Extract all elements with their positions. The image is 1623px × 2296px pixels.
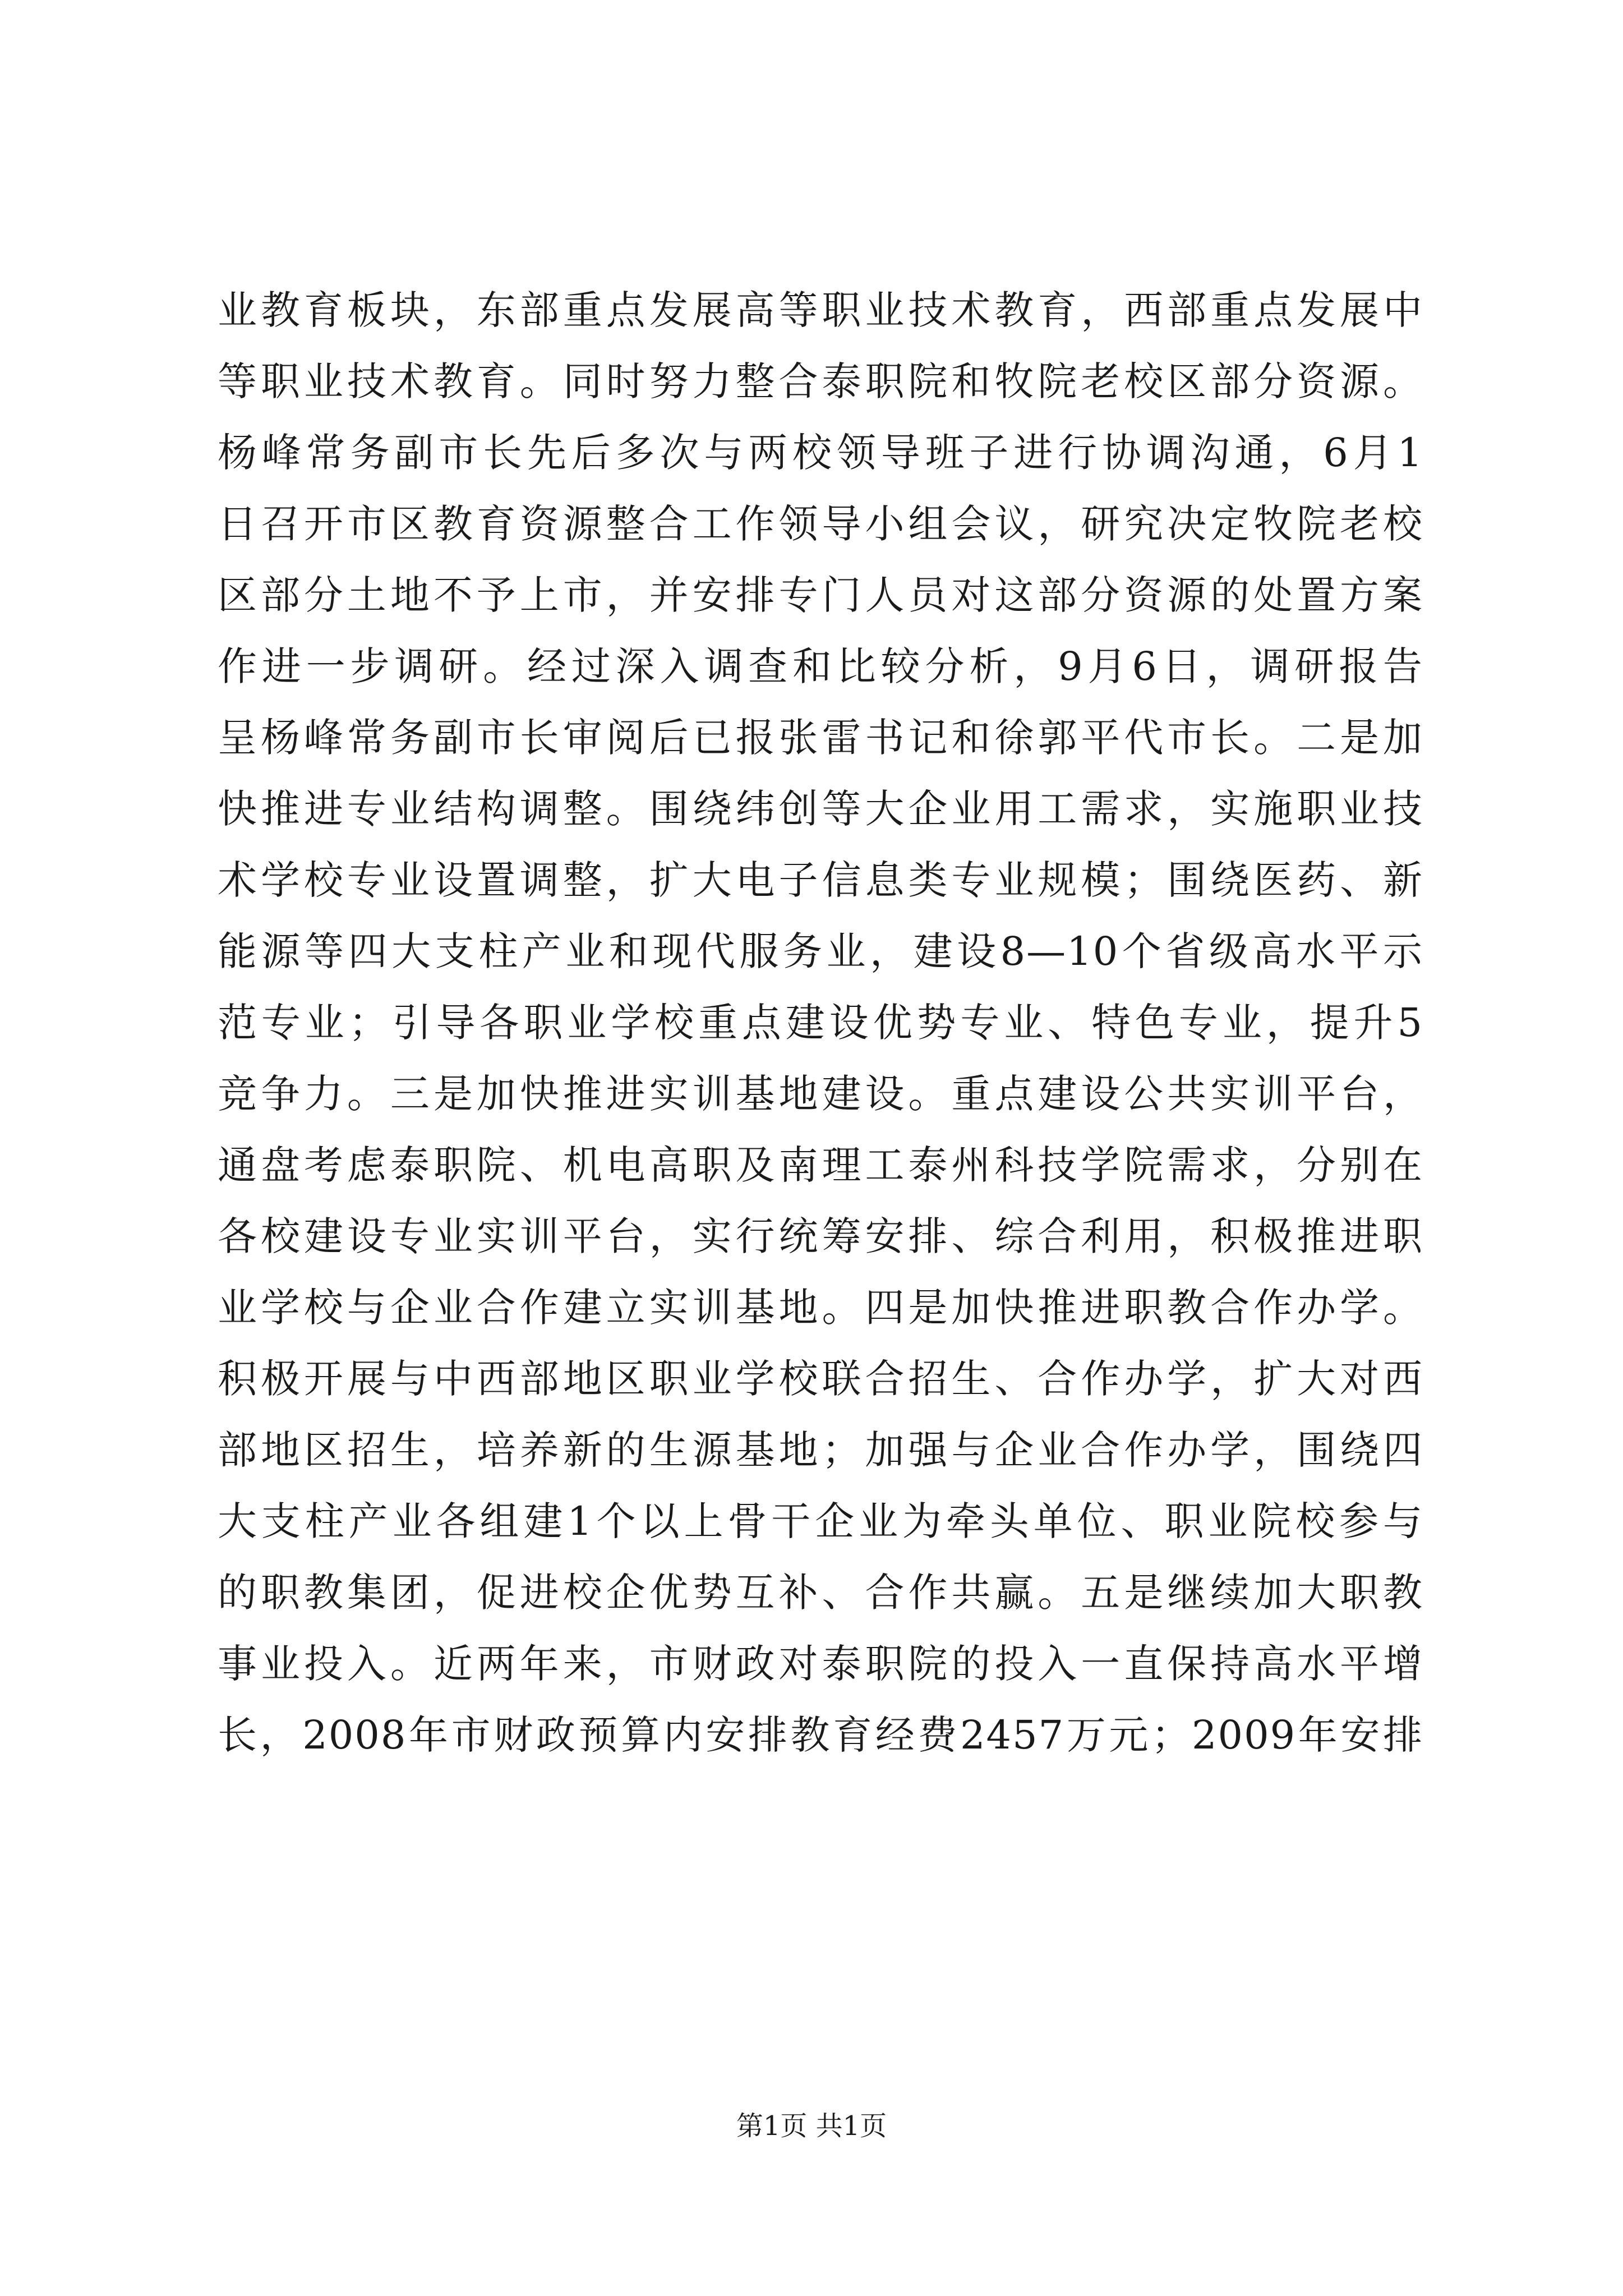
text-line: 事业投入。近两年来，市财政对泰职院的投入一直保持高水平增 — [218, 1641, 1423, 1687]
text-line: 通盘考虑泰职院、机电高职及南理工泰州科技学院需求，分别在 — [218, 1142, 1423, 1188]
text-line: 各校建设专业实训平台，实行统筹安排、综合利用，积极推进职 — [218, 1213, 1423, 1259]
text-line: 部地区招生，培养新的生源基地；加强与企业合作办学，围绕四 — [218, 1427, 1423, 1473]
text-line: 作进一步调研。经过深入调查和比较分析，9月6日，调研报告 — [218, 643, 1423, 689]
text-line: 范专业；引导各职业学校重点建设优势专业、特色专业，提升5 — [218, 1000, 1423, 1046]
page-footer: 第1页 共1页 — [736, 2110, 887, 2142]
text-line: 业教育板块，东部重点发展高等职业技术教育，西部重点发展中 — [218, 287, 1423, 333]
text-line: 的职教集团，促进校企优势互补、合作共赢。五是继续加大职教 — [218, 1570, 1423, 1616]
text-line: 竞争力。三是加快推进实训基地建设。重点建设公共实训平台， — [218, 1071, 1423, 1117]
text-line: 积极开展与中西部地区职业学校联合招生、合作办学，扩大对西 — [218, 1356, 1423, 1402]
text-line: 长，2008年市财政预算内安排教育经费2457万元；2009年安排 — [218, 1712, 1423, 1758]
text-line: 日召开市区教育资源整合工作领导小组会议，研究决定牧院老校 — [218, 501, 1423, 547]
text-line: 区部分土地不予上市，并安排专门人员对这部分资源的处置方案 — [218, 572, 1423, 618]
body-text — [218, 275, 1423, 1771]
text-line: 大支柱产业各组建1个以上骨干企业为牵头单位、职业院校参与 — [218, 1498, 1423, 1544]
text-line: 能源等四大支柱产业和现代服务业，建设8—10个省级高水平示 — [218, 928, 1423, 974]
text-line: 业学校与企业合作建立实训基地。四是加快推进职教合作办学。 — [218, 1285, 1423, 1331]
text-line: 术学校专业设置调整，扩大电子信息类专业规模；围绕医药、新 — [218, 857, 1423, 903]
text-line: 呈杨峰常务副市长审阅后已报张雷书记和徐郭平代市长。二是加 — [218, 715, 1423, 761]
text-line: 快推进专业结构调整。围绕纬创等大企业用工需求，实施职业技 — [218, 786, 1423, 832]
text-line: 杨峰常务副市长先后多次与两校领导班子进行协调沟通，6月1 — [218, 430, 1423, 476]
text-line: 等职业技术教育。同时努力整合泰职院和牧院老校区部分资源。 — [218, 358, 1423, 404]
